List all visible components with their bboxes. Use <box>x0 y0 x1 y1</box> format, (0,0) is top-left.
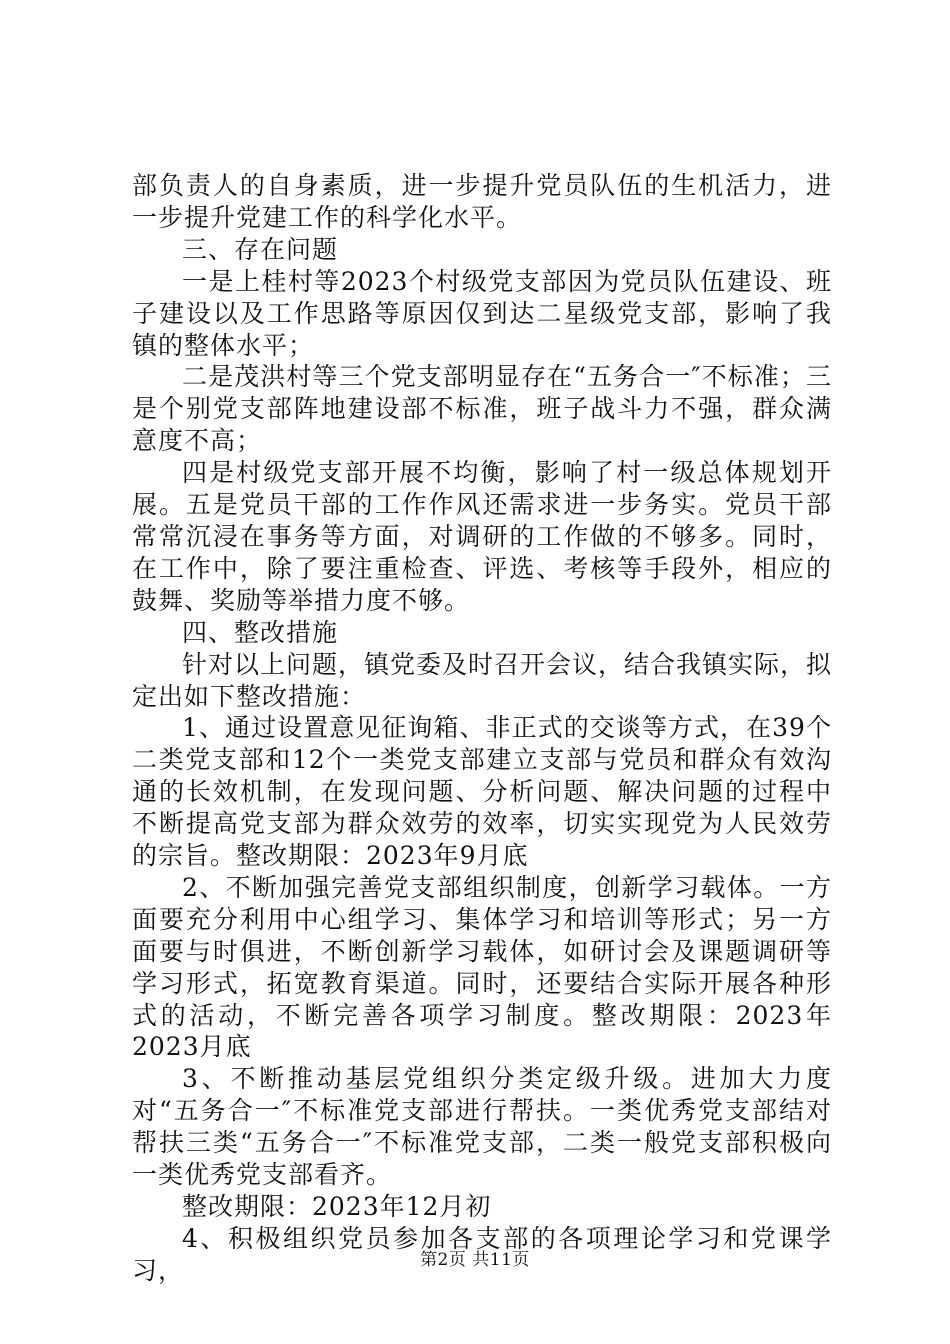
document-body <box>132 170 832 1287</box>
paragraph-problem-4: 四是村级党支部开展不均衡，影响了村一级总体规划开展。五是党员干部的工作作风还需求进一步务实。党员干部常常沉浸在事务等方面，对调研的工作做的不够多。同时，在工作中，除了要注重检查、评选、考核等手段外，相应的鼓舞、奖励等举措力度不够。 <box>132 458 832 615</box>
paragraph-problem-1: 一是上桂村等2023个村级党支部因为党员队伍建设、班子建设以及工作思路等原因仅到达二星级党支部，影响了我镇的整体水平； <box>132 266 832 360</box>
paragraph-measure-3-deadline: 整改期限：2023年12月初 <box>182 1192 492 1221</box>
paragraph-measure-2: 2、不断加强完善党支部组织制度，创新学习载体。一方面要充分利用中心组学习、集体学习和培训等形式；另一方面要与时俱进，不断创新学习载体，如研讨会及课题调研等学习形式，拓宽教育渠道。同时，还要结合实际开展各种形式的活动，不断完善各项学习制度。整改期限：2023年2023月底 <box>132 872 832 1062</box>
page-footer: 第2页 共11页 <box>420 1250 530 1270</box>
paragraph-measure-3: 3、不断推动基层党组织分类定级升级。进加大力度对“五务合一″不标准党支部进行帮扶。一类优秀党支部结对帮扶三类“五务合一″不标准党支部，二类一般党支部积极向一类优秀党支部看齐。 <box>132 1064 832 1190</box>
paragraph-measures-intro: 针对以上问题，镇党委及时召开会议，结合我镇实际，拟定出如下整改措施： <box>132 649 833 711</box>
section-heading-problems: 三、存在问题 <box>182 234 339 264</box>
paragraph-1: 部负责人的自身素质，进一步提升党员队伍的生机活力，进一步提升党建工作的科学化水平。 <box>132 171 832 232</box>
section-heading-measures: 四、整改措施 <box>182 617 339 647</box>
paragraph-measure-4: 4、积极组织党员参加各支部的各项理论学习和党课学习， <box>132 1223 832 1285</box>
paragraph-measure-1: 1、通过设置意见征询箱、非正式的交谈等方式，在39个二类党支部和12个一类党支部建立支部与党员和群众有效沟通的长效机制，在发现问题、分析问题、解决问题的过程中不断提高党支部为群众效劳的效率，切实实现党为人民效劳的宗旨。整改期限：2023年9月底 <box>132 713 832 871</box>
paragraph-problem-2: 二是茂洪村等三个党支部明显存在“五务合一″不标准；三是个别党支部阵地建设部不标准，班子战斗力不强，群众满意度不高； <box>132 362 832 456</box>
